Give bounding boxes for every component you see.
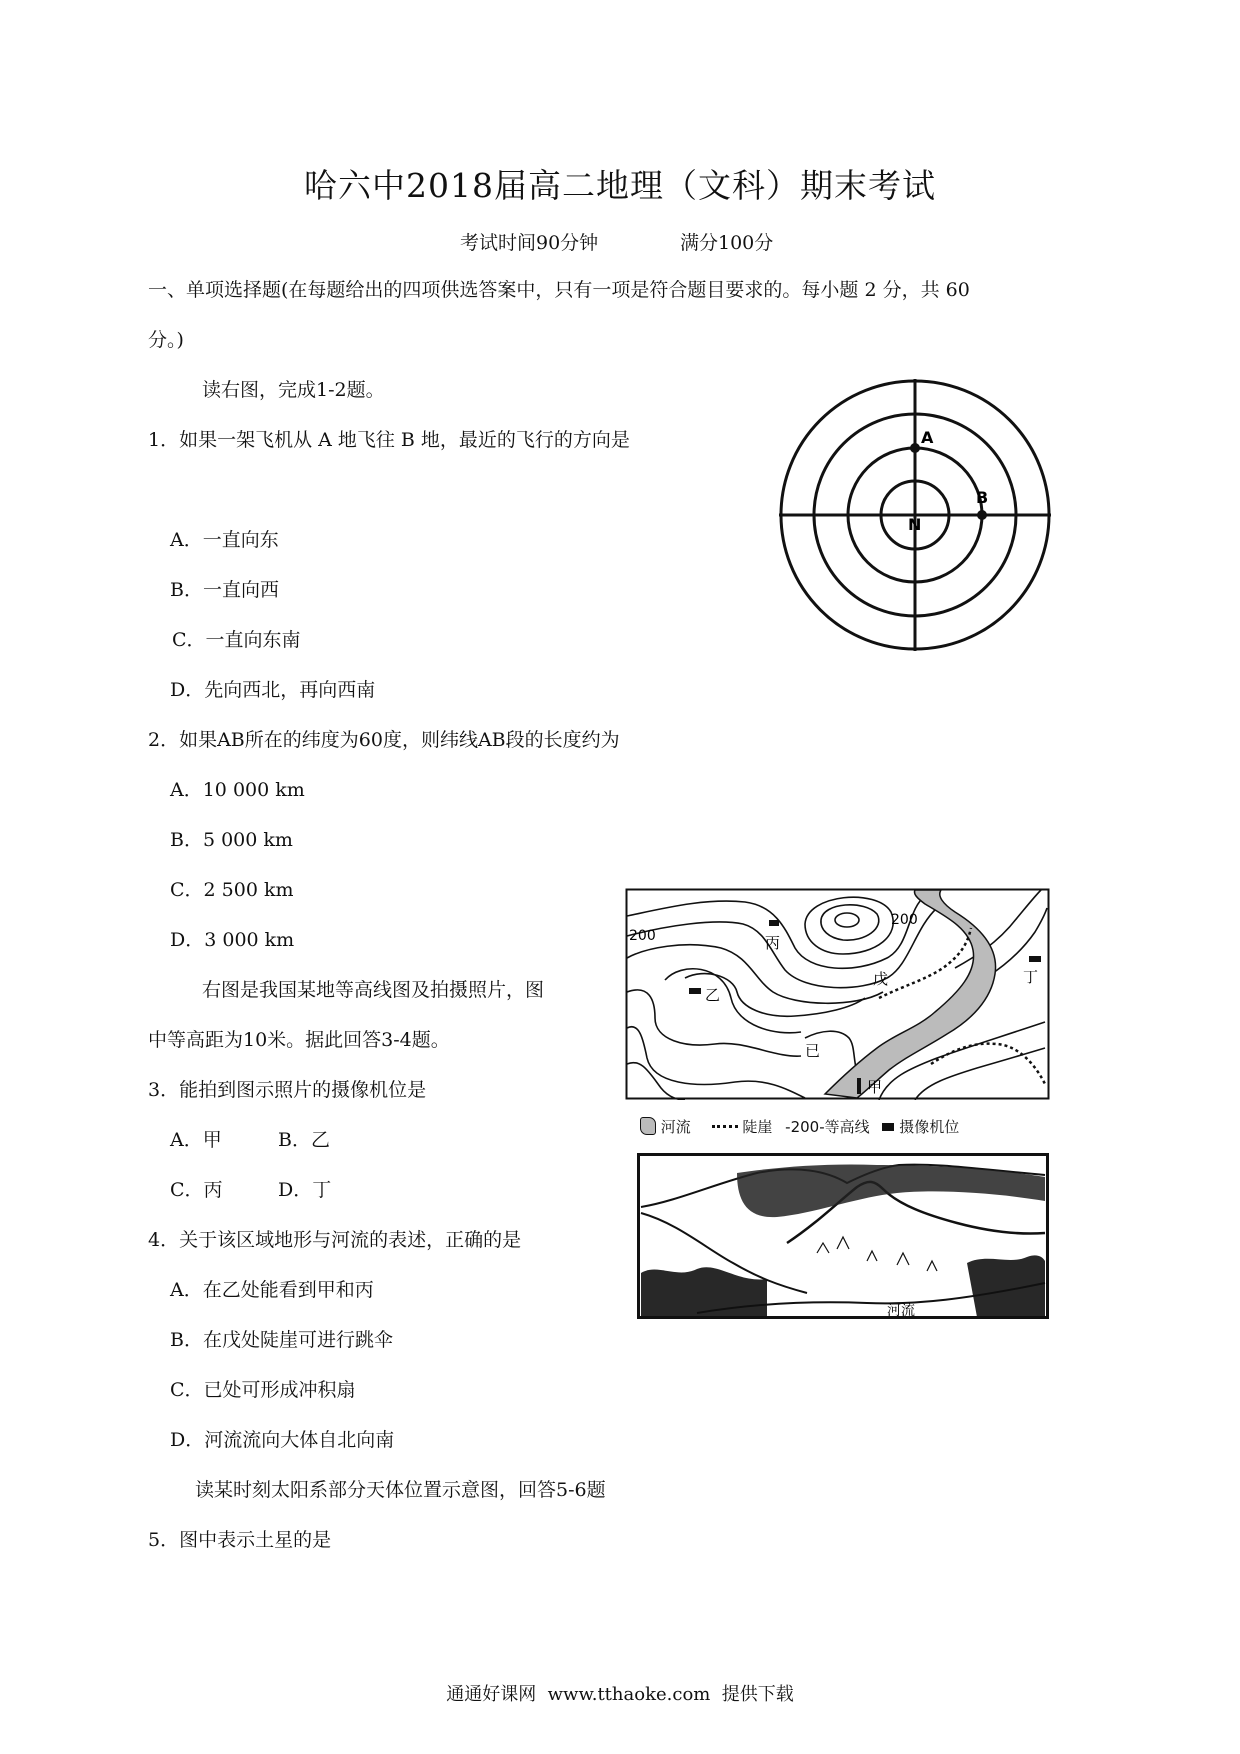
q2-option-d: D．3 000 km [170, 929, 295, 951]
legend-contour: -200-等高线 [785, 1118, 870, 1136]
intro-q5-6: 读某时刻太阳系部分天体位置示意图，回答5-6题 [195, 1479, 606, 1501]
legend-cliff: 陡崖 [742, 1118, 773, 1136]
place-wu: 戊 [873, 970, 889, 988]
q3-stem: 3．能拍到图示照片的摄像机位是 [148, 1079, 427, 1101]
contour-label-200-right: 200 [891, 912, 918, 928]
legend-camera: 摄像机位 [899, 1118, 960, 1136]
q2-option-c: C．2 500 km [170, 879, 294, 901]
page-title: 哈六中2018届高二地理（文科）期末考试 [304, 166, 936, 205]
place-yi: 乙 [705, 986, 721, 1004]
place-jia: 甲 [867, 1078, 883, 1096]
q3-option-a: A．甲 [170, 1129, 222, 1151]
contour-map [625, 888, 1050, 1100]
point-a-label: A [921, 428, 934, 447]
q5-stem: 5．图中表示土星的是 [148, 1529, 332, 1551]
q2-option-b: B．5 000 km [170, 829, 293, 851]
q1-option-a: A．一直向东 [170, 529, 279, 551]
place-ding: 丁 [1023, 968, 1039, 986]
section-heading: 一、单项选择题(在每题给出的四项供选答案中，只有一项是符合题目要求的。每小题 2 分，共 60 [148, 279, 970, 301]
intro-q3-4-cont: 中等高距为10米。据此回答3-4题。 [148, 1029, 450, 1051]
point-b-label: B [976, 488, 989, 507]
place-bing: 丙 [765, 934, 781, 952]
contour-label-200-left: 200 [629, 928, 656, 944]
point-b-dot [977, 510, 987, 520]
place-si: 已 [805, 1042, 821, 1060]
right-trees [967, 1255, 1045, 1317]
q1-option-d: D．先向西北，再向西南 [170, 679, 376, 701]
footer-credit: 通通好课网 www.tthaoke.com 提供下载 [446, 1684, 794, 1705]
exam-time: 考试时间90分钟 [460, 232, 599, 254]
q1-option-b: B．一直向西 [170, 579, 279, 601]
q3-option-d: D．丁 [278, 1179, 332, 1201]
photo-river-label: 河流 [887, 1303, 915, 1319]
q1-option-c: C．一直向东南 [172, 629, 301, 651]
q4-option-b: B．在戊处陡崖可进行跳伞 [170, 1329, 393, 1351]
intro-q1-2: 读右图，完成1-2题。 [202, 379, 385, 401]
north-pole-label: N [908, 515, 922, 534]
legend-river: 河流 [660, 1118, 691, 1136]
q4-option-c: C．已处可形成冲积扇 [170, 1379, 356, 1401]
q3-option-c: C．丙 [170, 1179, 223, 1201]
contour-legend [640, 1116, 959, 1137]
landscape-photo [637, 1153, 1049, 1319]
polar-map [775, 375, 1055, 655]
river-legend-icon [640, 1117, 656, 1135]
full-score: 满分100分 [680, 232, 774, 254]
q4-stem: 4．关于该区域地形与河流的表述，正确的是 [148, 1229, 522, 1251]
section-heading-cont: 分。) [148, 329, 184, 351]
cliff-legend-icon [712, 1125, 738, 1128]
q4-option-d: D．河流流向大体自北向南 [170, 1429, 395, 1451]
q1-stem: 1．如果一架飞机从 A 地飞往 B 地，最近的飞行的方向是 [148, 429, 630, 451]
q3-option-b: B．乙 [278, 1129, 330, 1151]
q2-stem: 2．如果AB所在的纬度为60度，则纬线AB段的长度约为 [148, 729, 620, 751]
intro-q3-4: 右图是我国某地等高线图及拍摄照片，图 [202, 979, 545, 1001]
point-a-dot [910, 443, 920, 453]
camera-legend-icon [882, 1123, 894, 1131]
q2-option-a: A．10 000 km [170, 779, 305, 801]
q4-option-a: A．在乙处能看到甲和丙 [170, 1279, 374, 1301]
